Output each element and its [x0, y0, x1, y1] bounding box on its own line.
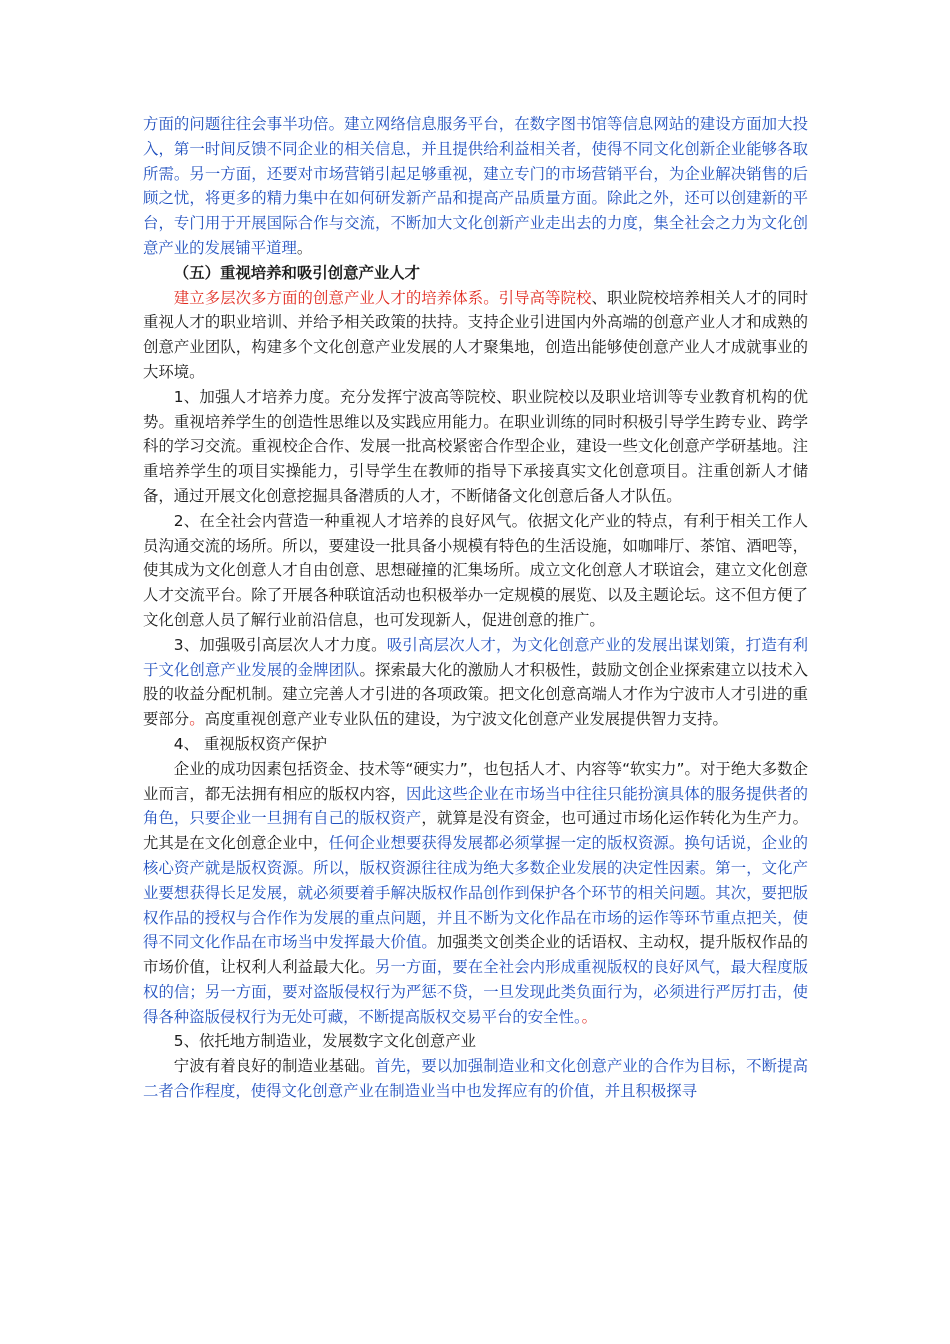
text-run: 因此这些企业在市场当中往往只能扮演具体的服务提供者的角色，只要企业一旦拥有自己的版权资产 [143, 784, 808, 828]
text-run: 首先，要以加强制造业和文化创意产业的合作为目标，不断提高二者合作程度，使得文化创意产业在制造业当中也发挥应有的价值，并且积极探寻 [143, 1057, 808, 1101]
section-heading-five: （五）重视培养和吸引创意产业人才 [173, 263, 421, 282]
paragraph-item-2: 2、在全社会内营造一种重视人才培养的良好风气。依据文化产业的特点，有利于相关工作人员沟通交流的场所。所以，要建设一批具备小规模有特色的生活设施，如咖啡厅、茶馆、酒吧等，使其成为文化创意人才自由创意、思想碰撞的汇集场所。成立文化创意人才联谊会，建立文化创意人才交流平台。除了开展各种联谊活动也积极举办一定规模的展览、以及主题论坛。这不但方便了文化创意人员了解行业前沿信息，也可发现新人，促进创意的推广。 [143, 511, 808, 629]
text-run: 建立多层次多方面的创意产业人才的培养体系。引导高等院校 [173, 288, 592, 307]
text-run: ，就算是没有资金，也可通过市场化运作转化为生产力。尤其是在文化创意企业中， [143, 809, 808, 853]
paragraph-platforms [143, 112, 808, 261]
text-run: 加强类文创类企业的话语权、主动权，提升版权作品的市场价值，让权利人利益最大化。 [143, 933, 808, 977]
paragraph-item-1: 1、加强人才培养力度。充分发挥宁波高等院校、职业院校以及职业培训等专业教育机构的优势。重视培养学生的创造性思维以及实践应用能力。在职业训练的同时积极引导学生跨专业、跨学科的学习交流。重视校企合作、发展一批高校紧密合作型企业，建设一些文化创意产学研基地。注重培养学生的项目实操能力，引导学生在教师的指导下承接真实文化创意项目。注重创新人才储备，通过开展文化创意挖掘具备潜质的人才，不断储备文化创意后备人才队伍。 [143, 387, 808, 505]
text-run: 。探索最大化的激励人才积极性，鼓励文创企业探索建立以技术入股的收益分配机制。建立完善人才引进的各项政策。把文化创意高端人才作为宁波市人才引进的重要部分 [143, 660, 808, 729]
text-run: 。 [189, 710, 205, 729]
paragraph-copyright [143, 757, 808, 1030]
text-run: 另一方面，要在全社会内形成重视版权的良好风气，最大程度版权的信；另一方面，要对盗版侵权行为严惩不贷，一旦发现此类负面行为，必须进行严厉打击，使得各种盗版侵权行为无处可藏，不断提高版权交易平台的安全性。 [143, 958, 808, 1026]
text-run: 3、加强吸引高层次人才力度。 [173, 635, 387, 654]
text-run: 吸引高层次人才，为文化创意产业的发展出谋划策，打造有利于文化创意产业发展的金牌团队 [143, 635, 808, 679]
paragraph-item-3 [143, 633, 808, 732]
text-run: 宁波有着良好的制造业基础。 [173, 1057, 375, 1076]
text-run: 高度重视创意产业专业队伍的建设，为宁波文化创意产业发展提供智力支持。 [204, 710, 728, 729]
paragraph-manufacturing [143, 1054, 808, 1104]
paragraph-talent-system [143, 286, 808, 385]
subheading-item-5: 5、依托地方制造业，发展数字文化创意产业 [173, 1032, 477, 1051]
text-run: 方面的问题往往会事半功倍。建立网络信息服务平台，在数字图书馆等信息网站的建设方面加大投入，第一时间反馈不同企业的相关信息，并且提供给利益相关者，使得不同文化创新企业能够各取所需。另一方面，还要对市场营销引起足够重视，建立专门的市场营销平台，为企业解决销售的后顾之忧，将更多的精力集中在如何研发新产品和提高产品质量方面。除此之外，还可以创建新的平台，专门用于开展国际合作与交流，不断加大文化创新产业走出去的力度，集全社会之力为文化创意产业的发展铺平道理 [143, 115, 808, 257]
subheading-item-4: 4、 重视版权资产保护 [173, 734, 327, 753]
text-run: 任何企业想要获得发展都必须掌握一定的版权资源。换句话说，企业的核心资产就是版权资源。所以，版权资源往往成为绝大多数企业发展的决定性因素。第一，文化产业要想获得长足发展，就必须要着手解决版权作品创作到保护各个环节的相关问题。其次，要把版权作品的授权与合作作为发展的重点问题，并且不断为文化作品在市场的运作等环节重点把关，使得不同文化作品在市场当中发挥最大价值。 [143, 834, 808, 952]
text-run: 、职业院校培养相关人才的同时重视人才的职业培训、并给予相关政策的扶持。支持企业引进国内外高端的创意产业人才和成熟的创意产业团队，构建多个文化创意产业发展的人才聚集地，创造出能够使创意产业人才成就事业的大环境。 [143, 288, 808, 381]
text-run: 。 [296, 238, 313, 257]
text-run: 。 [581, 1007, 598, 1026]
text-run: 企业的成功因素包括资金、技术等“硬实力”，也包括人才、内容等“软实力”。对于绝大多数企业而言，都无法拥有相应的版权内容， [143, 759, 808, 803]
